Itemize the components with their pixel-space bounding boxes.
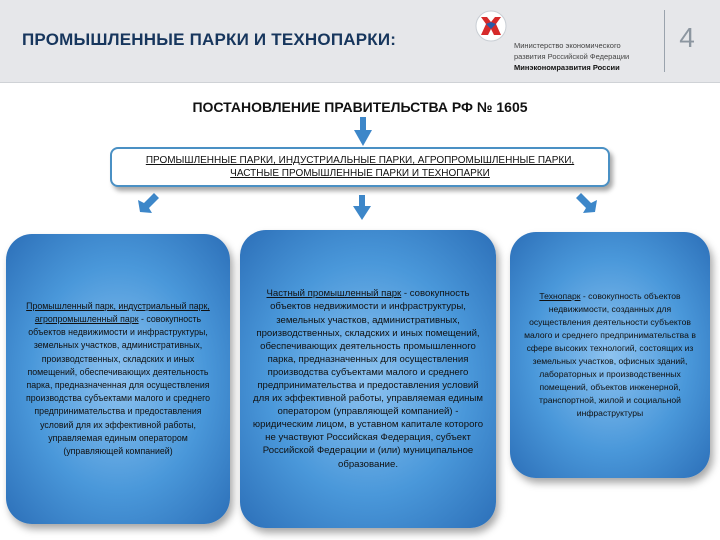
card-middle-text: - совокупность объектов недвижимости и инфраструктуры, земельных участков, административных, производственных, складских и иных помещений, обеспечивающих деятельность промышленного парка, предназначенных для осуществления производства субъектами малого и среднего предпринимательства и предоставления условий для их эффективной работы, управляемая единым оператором (управляющей компанией) - юридическим лицом, в уставном капитале которого не участвуют Российская Федерация, субъект Российской Федерации и (или) муниципальное образование. — [252, 288, 484, 470]
header-bar — [0, 0, 720, 83]
card-left-term: Промышленный парк, индустриальный парк, агропромышленный парк — [26, 300, 210, 324]
card-industrial-park — [6, 234, 230, 524]
arrow-down-right-icon — [575, 192, 599, 214]
arrow-down-left-icon — [136, 192, 160, 214]
ministry-logo-icon — [474, 9, 508, 43]
decree-heading: ПОСТАНОВЛЕНИЕ ПРАВИТЕЛЬСТВА РФ № 1605 — [192, 99, 528, 115]
parks-types-box: ПРОМЫШЛЕННЫЕ ПАРКИ, ИНДУСТРИАЛЬНЫЕ ПАРКИ, АГРОПРОМЫШЛЕННЫЕ ПАРКИ, ЧАСТНЫЕ ПРОМЫШЛЕННЫЕ ПАРКИ И ТЕХНОПАРКИ — [110, 147, 610, 187]
card-private-industrial-park — [240, 230, 496, 528]
ministry-line-1: Министерство экономического — [514, 41, 621, 50]
card-right-term: Технопарк — [539, 291, 581, 301]
card-middle-term: Частный промышленный парк — [266, 288, 402, 300]
page-title: ПРОМЫШЛЕННЫЕ ПАРКИ И ТЕХНОПАРКИ: — [22, 30, 397, 49]
ministry-short-name: Минэкономразвития России — [514, 63, 620, 72]
ministry-line-2: развития Российской Федерации — [514, 52, 630, 61]
card-technopark — [510, 232, 710, 478]
card-left-text: - совокупность объектов недвижимости и инфраструктуры, земельных участков, административных, производственных, складских и иных помещений, обеспечивающих деятельность парка, предназначенная для осуществления производства субъектами малого и среднего предпринимательства и предоставления условий для их эффективной работы, управляемая единым оператором (управляющей компанией) — [25, 313, 210, 457]
ministry-caption — [514, 40, 662, 73]
arrow-down-icon — [353, 117, 373, 147]
page-number: 4 — [679, 22, 695, 53]
header-divider — [664, 10, 665, 72]
card-right-text: - совокупность объектов недвижимости, созданных для осуществления деятельности субъектов малого и среднего предпринимательства в сфере высоких технологий, состоящих из земельных участков, офисных зданий, лабораторных и производственных помещений, объектов инженерной, транспортной, жилой и социальной инфраструктуры — [524, 291, 696, 418]
arrow-down-middle-icon — [352, 195, 372, 221]
